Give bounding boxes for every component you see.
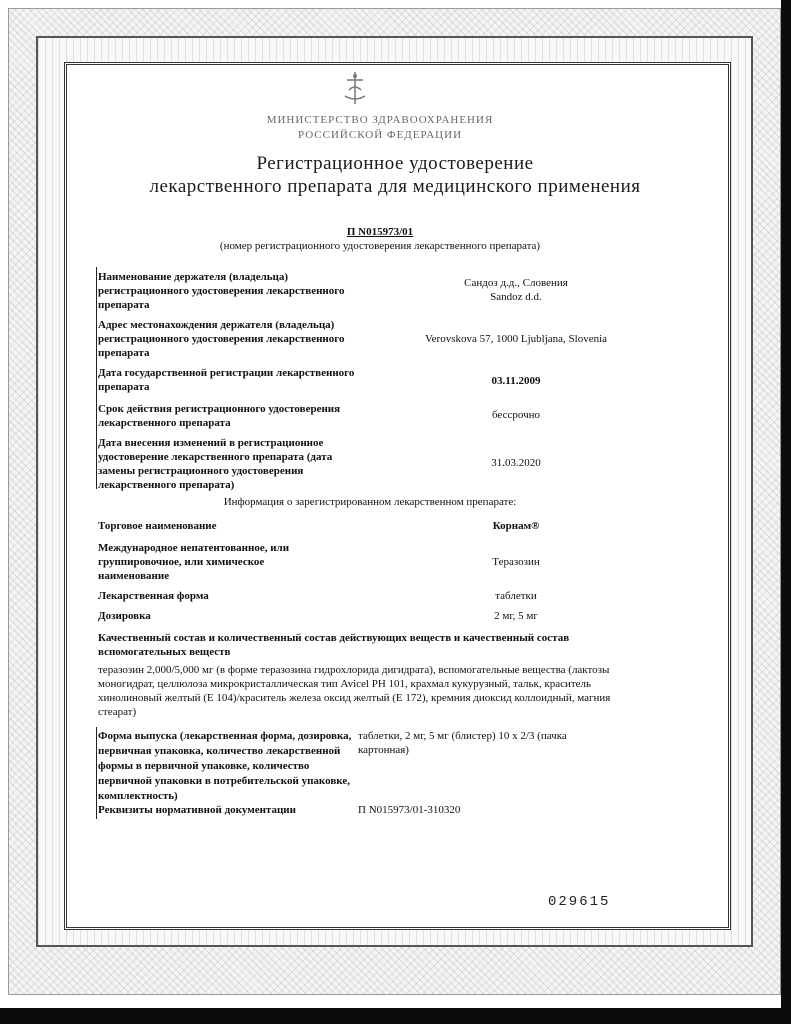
registration-date-label: Дата государственной регистрации лекарственного препарата — [98, 367, 355, 393]
ministry-line-2: РОССИЙСКОЙ ФЕДЕРАЦИИ — [297, 129, 463, 141]
holder-value-ru: Сандоз д.д., Словения — [464, 277, 568, 289]
field-holder — [96, 270, 636, 314]
trade-name-value: Корнам® — [492, 520, 540, 532]
composition-label: Качественный состав и количественный состав действующих веществ и качественный состав вспомогательных веществ — [98, 632, 570, 658]
registration-date-value: 03.11.2009 — [491, 375, 541, 387]
release-form-value: таблетки, 2 мг, 5 мг (блистер) 10 x 2/3 (пачка картонная) — [358, 730, 567, 756]
title-line-2: лекарственного препарата для медицинского применения — [149, 176, 641, 197]
composition-value: теразозин 2,000/5,000 мг (в форме теразозина гидрохлорида дигидрата), вспомогательные вещества (лактозы моногидрат, целлюлоза микрокристаллическая тип Avicel PH 101, крахмал кукурузный, тальк, краситель хинолиновый желтый (E 104)/краситель железа оксид желтый (E 172), кремния диоксид коллоидный, магния стеарат) — [98, 664, 611, 718]
dosage-value: 2 мг, 5 мг — [494, 610, 538, 622]
inn-value: Теразозин — [492, 556, 540, 568]
scan-edge-right — [781, 0, 791, 1024]
dosage-form-label: Лекарственная форма — [98, 590, 209, 602]
field-inn — [96, 541, 636, 585]
validity-value: бессрочно — [491, 409, 540, 421]
scan-edge-bottom — [0, 1008, 791, 1024]
holder-label: Наименование держателя (владельца) регистрационного удостоверения лекарственного препарата — [98, 271, 345, 311]
field-address — [96, 318, 636, 362]
field-validity — [96, 402, 636, 432]
field-changes-date — [96, 436, 636, 494]
field-trade-name — [96, 519, 636, 535]
holder-value-en: Sandoz d.d. — [490, 291, 542, 303]
field-dosage-form — [96, 589, 636, 605]
normative-docs-label: Реквизиты нормативной документации — [98, 804, 296, 816]
normative-docs-value: П N015973/01-310320 — [358, 804, 461, 816]
registered-info-header: Информация о зарегистрированном лекарственном препарате: — [223, 496, 517, 508]
serial-number: 029615 — [548, 894, 611, 910]
certificate-number-note: (номер регистрационного удостоверения лекарственного препарата) — [219, 240, 541, 252]
holder-value — [396, 276, 636, 304]
inn-label: Международное непатентованное, или группировочное, или химическое наименование — [98, 542, 290, 582]
title-line-1: Регистрационное удостоверение — [256, 153, 534, 174]
document-title — [90, 152, 700, 198]
field-dosage — [96, 609, 636, 625]
release-form-label: Форма выпуска (лекарственная форма, дозировка, первичная упаковка, количество лекарственной формы в первичной упаковке, количество первичной упаковки в потребительской упаковке, комплектность) — [98, 730, 352, 802]
ministry-line-1: МИНИСТЕРСТВО ЗДРАВООХРАНЕНИЯ — [266, 114, 494, 126]
trade-name-label: Торговое наименование — [98, 520, 217, 532]
certificate-number: П N015973/01 — [346, 226, 414, 238]
address-value: Verovskova 57, 1000 Ljubljana, Slovenia — [424, 333, 608, 345]
validity-label: Срок действия регистрационного удостоверения лекарственного препарата — [98, 403, 341, 429]
changes-date-value: 31.03.2020 — [491, 457, 541, 469]
coat-of-arms-icon — [335, 70, 375, 106]
dosage-form-value: таблетки — [495, 590, 537, 602]
changes-date-label: Дата внесения изменений в регистрационное удостоверение лекарственного препарата (дата замены регистрационного удостоверения лекарственного препарата) — [98, 437, 333, 491]
field-registration-date — [96, 366, 636, 396]
address-label: Адрес местонахождения держателя (владельца) регистрационного удостоверения лекарственного препарата — [98, 319, 345, 359]
ministry-header — [200, 113, 560, 143]
dosage-label: Дозировка — [98, 610, 151, 622]
table-rule-lower — [96, 727, 97, 819]
